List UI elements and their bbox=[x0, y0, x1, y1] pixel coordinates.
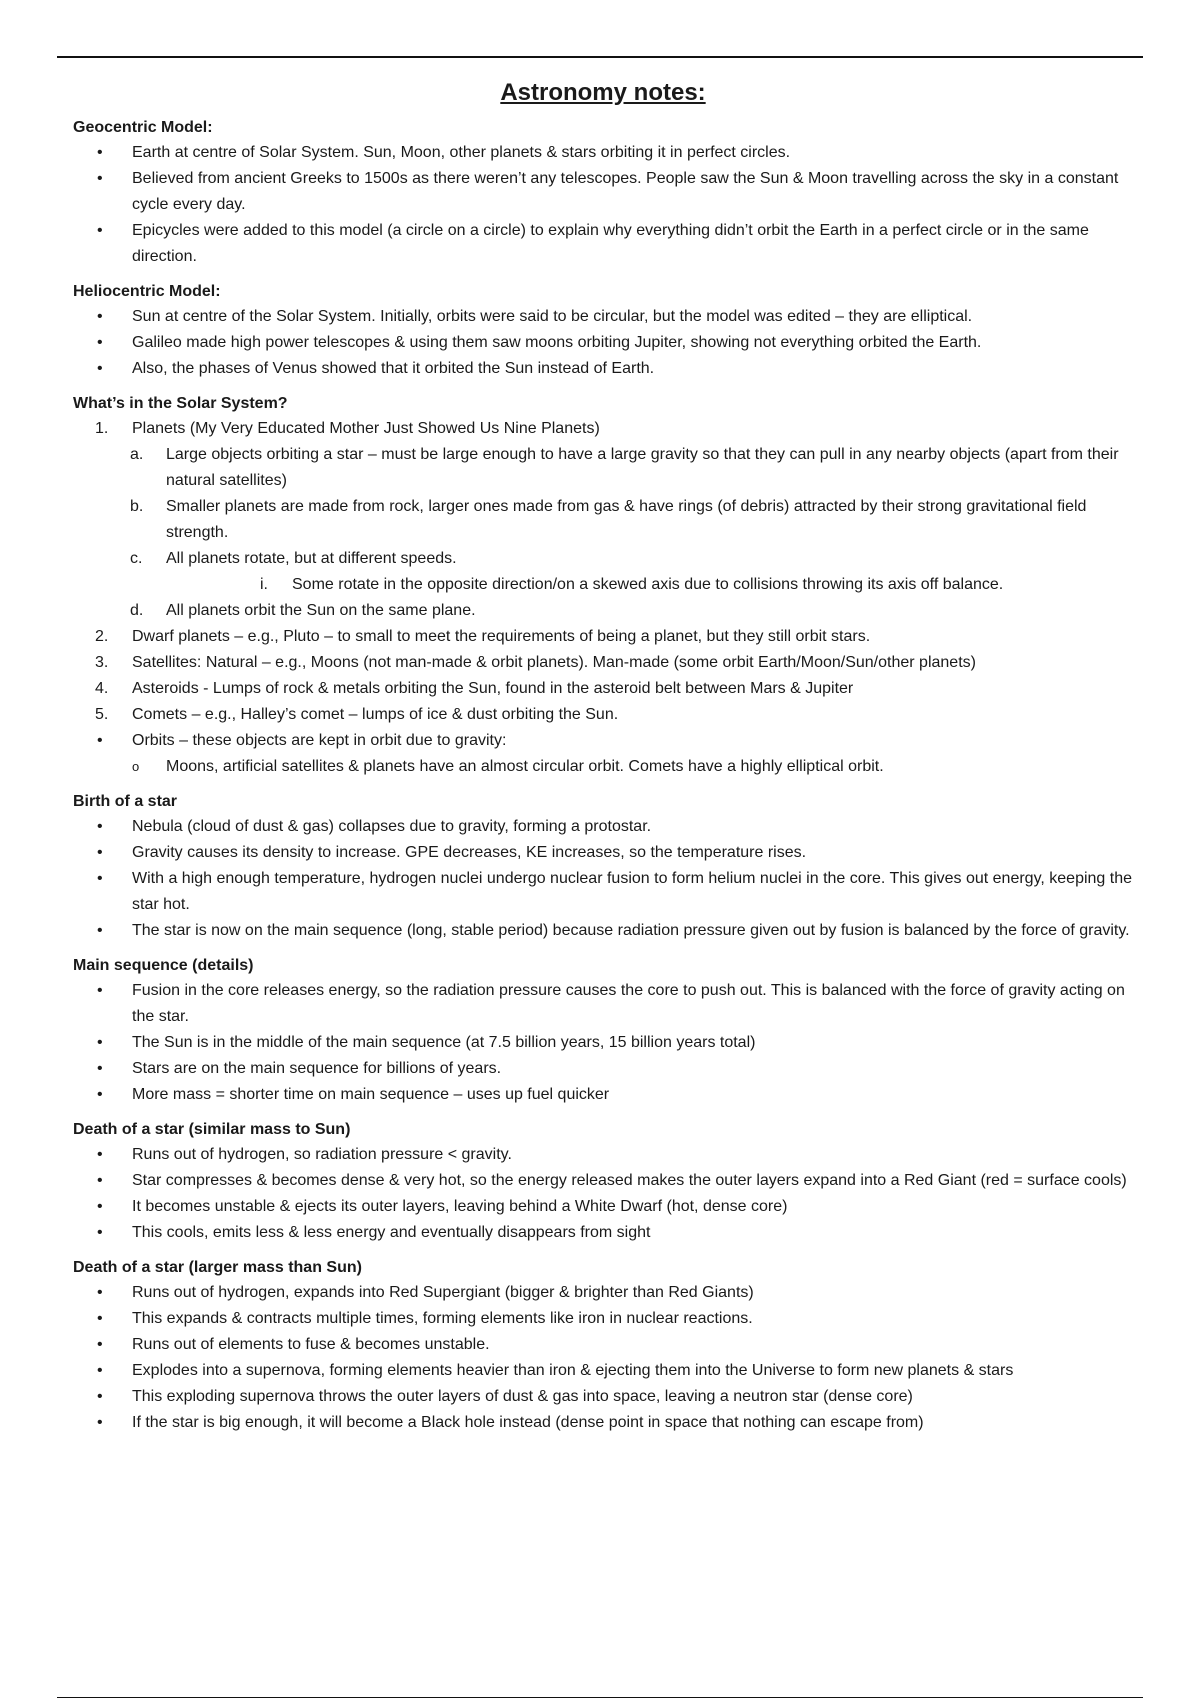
item-text: Runs out of elements to fuse & becomes unstable. bbox=[132, 1336, 490, 1353]
item-text: Earth at centre of Solar System. Sun, Moon, other planets & stars orbiting it in perfect circles. bbox=[132, 144, 791, 161]
section-heading: Birth of a star bbox=[73, 793, 178, 810]
bullet-mark: • bbox=[97, 1034, 103, 1051]
bullet-mark: • bbox=[97, 1336, 103, 1353]
item-text: Epicycles were added to this model (a circle on a circle) to explain why everything didn’t orbit the Earth in a perfect circle or in the same direction. bbox=[132, 222, 1089, 265]
list-item bbox=[73, 624, 1133, 650]
bullet-mark: • bbox=[97, 360, 103, 377]
item-text: Moons, artificial satellites & planets have an almost circular orbit. Comets have a highly elliptical orbit. bbox=[166, 758, 884, 775]
bullet-mark: • bbox=[97, 170, 103, 187]
item-text: Gravity causes its density to increase. GPE decreases, KE increases, so the temperature rises. bbox=[132, 844, 807, 861]
bullet-mark: • bbox=[97, 222, 103, 239]
list-item bbox=[73, 416, 1133, 442]
roman-mark: i. bbox=[260, 576, 268, 593]
item-text: All planets orbit the Sun on the same plane. bbox=[166, 602, 476, 619]
list-item bbox=[73, 1056, 1133, 1082]
bullet-mark: • bbox=[97, 1198, 103, 1215]
list-item bbox=[73, 218, 1133, 270]
list-item bbox=[73, 1082, 1133, 1108]
list-item bbox=[73, 140, 1133, 166]
bullet-mark: • bbox=[97, 1284, 103, 1301]
section-heading: Geocentric Model: bbox=[73, 119, 213, 136]
bullet-mark: • bbox=[97, 1224, 103, 1241]
section-heliocentric bbox=[73, 280, 1133, 382]
letter-mark: d. bbox=[130, 602, 144, 619]
list-item bbox=[73, 840, 1133, 866]
item-text: Fusion in the core releases energy, so the radiation pressure causes the core to push out. This is balanced with the force of gravity acting on the star. bbox=[132, 982, 1125, 1025]
list-item bbox=[73, 814, 1133, 840]
top-rule bbox=[57, 56, 1143, 58]
list-item bbox=[73, 978, 1133, 1030]
item-text: Believed from ancient Greeks to 1500s as there weren’t any telescopes. People saw the Sun & Moon travelling across the sky in a constant cycle every day. bbox=[132, 170, 1119, 213]
list-item bbox=[73, 1332, 1133, 1358]
circle-bullet-mark: o bbox=[132, 759, 140, 774]
letter-mark: b. bbox=[130, 498, 144, 515]
list-item bbox=[73, 304, 1133, 330]
list-item bbox=[73, 166, 1133, 218]
bullet-mark: • bbox=[97, 1172, 103, 1189]
item-text: Stars are on the main sequence for billions of years. bbox=[132, 1060, 502, 1077]
bullet-mark: • bbox=[97, 870, 103, 887]
item-text: This expands & contracts multiple times, forming elements like iron in nuclear reactions. bbox=[132, 1310, 753, 1327]
bullet-mark: • bbox=[97, 334, 103, 351]
section-heading: Death of a star (larger mass than Sun) bbox=[73, 1259, 362, 1276]
document-page bbox=[73, 78, 1133, 1436]
item-text: Orbits – these objects are kept in orbit due to gravity: bbox=[132, 732, 507, 749]
list-item bbox=[73, 1280, 1133, 1306]
bullet-mark: • bbox=[97, 732, 103, 749]
list-item bbox=[73, 598, 1133, 624]
list-item bbox=[73, 494, 1133, 546]
list-item bbox=[73, 572, 1133, 598]
list-item bbox=[73, 1410, 1133, 1436]
bullet-mark: • bbox=[97, 1414, 103, 1431]
item-text: This exploding supernova throws the outer layers of dust & gas into space, leaving a neutron star (dense core) bbox=[132, 1388, 913, 1405]
item-text: Asteroids - Lumps of rock & metals orbiting the Sun, found in the asteroid belt between Mars & Jupiter bbox=[132, 680, 854, 697]
list-item bbox=[73, 754, 1133, 780]
item-text: Runs out of hydrogen, expands into Red Supergiant (bigger & brighter than Red Giants) bbox=[132, 1284, 754, 1301]
bullet-mark: • bbox=[97, 922, 103, 939]
number-mark: 3. bbox=[95, 654, 109, 671]
section-death-larger-mass bbox=[73, 1256, 1133, 1436]
item-text: Also, the phases of Venus showed that it orbited the Sun instead of Earth. bbox=[132, 360, 655, 377]
item-text: All planets rotate, but at different speeds. bbox=[166, 550, 457, 567]
list-item bbox=[73, 1306, 1133, 1332]
list-item bbox=[73, 1220, 1133, 1246]
list-item bbox=[73, 1030, 1133, 1056]
letter-mark: c. bbox=[130, 550, 143, 567]
bottom-rule bbox=[57, 1697, 1143, 1698]
section-heading: What’s in the Solar System? bbox=[73, 395, 288, 412]
bullet-mark: • bbox=[97, 308, 103, 325]
bullet-mark: • bbox=[97, 1388, 103, 1405]
section-death-similar-mass bbox=[73, 1118, 1133, 1246]
list-item bbox=[73, 1384, 1133, 1410]
item-text: Nebula (cloud of dust & gas) collapses due to gravity, forming a protostar. bbox=[132, 818, 652, 835]
section-birth-of-star bbox=[73, 790, 1133, 944]
item-text: The Sun is in the middle of the main sequence (at 7.5 billion years, 15 billion years total) bbox=[132, 1034, 756, 1051]
bullet-mark: • bbox=[97, 982, 103, 999]
item-text: The star is now on the main sequence (long, stable period) because radiation pressure given out by fusion is balanced by the force of gravity. bbox=[132, 922, 1130, 939]
number-mark: 5. bbox=[95, 706, 109, 723]
bullet-mark: • bbox=[97, 844, 103, 861]
item-text: More mass = shorter time on main sequence – uses up fuel quicker bbox=[132, 1086, 610, 1103]
list-item bbox=[73, 1194, 1133, 1220]
page-title: Astronomy notes: bbox=[500, 79, 706, 106]
bullet-mark: • bbox=[97, 1060, 103, 1077]
section-heading: Death of a star (similar mass to Sun) bbox=[73, 1121, 351, 1138]
item-text: Smaller planets are made from rock, larger ones made from gas & have rings (of debris) attracted by their strong gravitational field strength. bbox=[166, 498, 1087, 541]
item-text: It becomes unstable & ejects its outer layers, leaving behind a White Dwarf (hot, dense core) bbox=[132, 1198, 788, 1215]
list-item bbox=[73, 330, 1133, 356]
list-item bbox=[73, 650, 1133, 676]
item-text: Satellites: Natural – e.g., Moons (not man-made & orbit planets). Man-made (some orbit Earth/Moon/Sun/other planets) bbox=[132, 654, 976, 671]
bullet-mark: • bbox=[97, 1146, 103, 1163]
list-item bbox=[73, 702, 1133, 728]
item-text: With a high enough temperature, hydrogen nuclei undergo nuclear fusion to form helium nuclei in the core. This gives out energy, keeping the star hot. bbox=[132, 870, 1133, 913]
list-item bbox=[73, 1168, 1133, 1194]
list-item bbox=[73, 728, 1133, 754]
section-solar-system bbox=[73, 392, 1133, 780]
section-geocentric bbox=[73, 116, 1133, 270]
list-item bbox=[73, 1358, 1133, 1384]
letter-mark: a. bbox=[130, 446, 144, 463]
item-text: Some rotate in the opposite direction/on a skewed axis due to collisions throwing its axis off balance. bbox=[292, 576, 1004, 593]
item-text: Star compresses & becomes dense & very hot, so the energy released makes the outer layers expand into a Red Giant (red = surface cools) bbox=[132, 1172, 1127, 1189]
list-item bbox=[73, 676, 1133, 702]
bullet-mark: • bbox=[97, 144, 103, 161]
bullet-mark: • bbox=[97, 1086, 103, 1103]
item-text: Large objects orbiting a star – must be large enough to have a large gravity so that they can pull in any nearby objects (apart from their natural satellites) bbox=[166, 446, 1119, 489]
section-main-sequence bbox=[73, 954, 1133, 1108]
number-mark: 1. bbox=[95, 420, 109, 437]
list-item bbox=[73, 918, 1133, 944]
item-text: Dwarf planets – e.g., Pluto – to small to meet the requirements of being a planet, but they still orbit stars. bbox=[132, 628, 871, 645]
list-item bbox=[73, 442, 1133, 494]
section-heading: Main sequence (details) bbox=[73, 957, 254, 974]
item-text: Runs out of hydrogen, so radiation pressure < gravity. bbox=[132, 1146, 512, 1163]
item-text: This cools, emits less & less energy and eventually disappears from sight bbox=[132, 1224, 651, 1241]
item-text: Sun at centre of the Solar System. Initially, orbits were said to be circular, but the model was edited – they are elliptical. bbox=[132, 308, 973, 325]
number-mark: 2. bbox=[95, 628, 109, 645]
item-text: Planets (My Very Educated Mother Just Showed Us Nine Planets) bbox=[132, 420, 600, 437]
section-heading: Heliocentric Model: bbox=[73, 283, 221, 300]
bullet-mark: • bbox=[97, 1310, 103, 1327]
bullet-mark: • bbox=[97, 818, 103, 835]
item-text: Comets – e.g., Halley’s comet – lumps of ice & dust orbiting the Sun. bbox=[132, 706, 619, 723]
number-mark: 4. bbox=[95, 680, 109, 697]
bullet-mark: • bbox=[97, 1362, 103, 1379]
list-item bbox=[73, 1142, 1133, 1168]
list-item bbox=[73, 546, 1133, 572]
item-text: Explodes into a supernova, forming elements heavier than iron & ejecting them into the Universe to form new planets & stars bbox=[132, 1362, 1014, 1379]
item-text: Galileo made high power telescopes & using them saw moons orbiting Jupiter, showing not everything orbited the Earth. bbox=[132, 334, 982, 351]
list-item bbox=[73, 866, 1133, 918]
item-text: If the star is big enough, it will become a Black hole instead (dense point in space that nothing can escape from) bbox=[132, 1414, 924, 1431]
list-item bbox=[73, 356, 1133, 382]
